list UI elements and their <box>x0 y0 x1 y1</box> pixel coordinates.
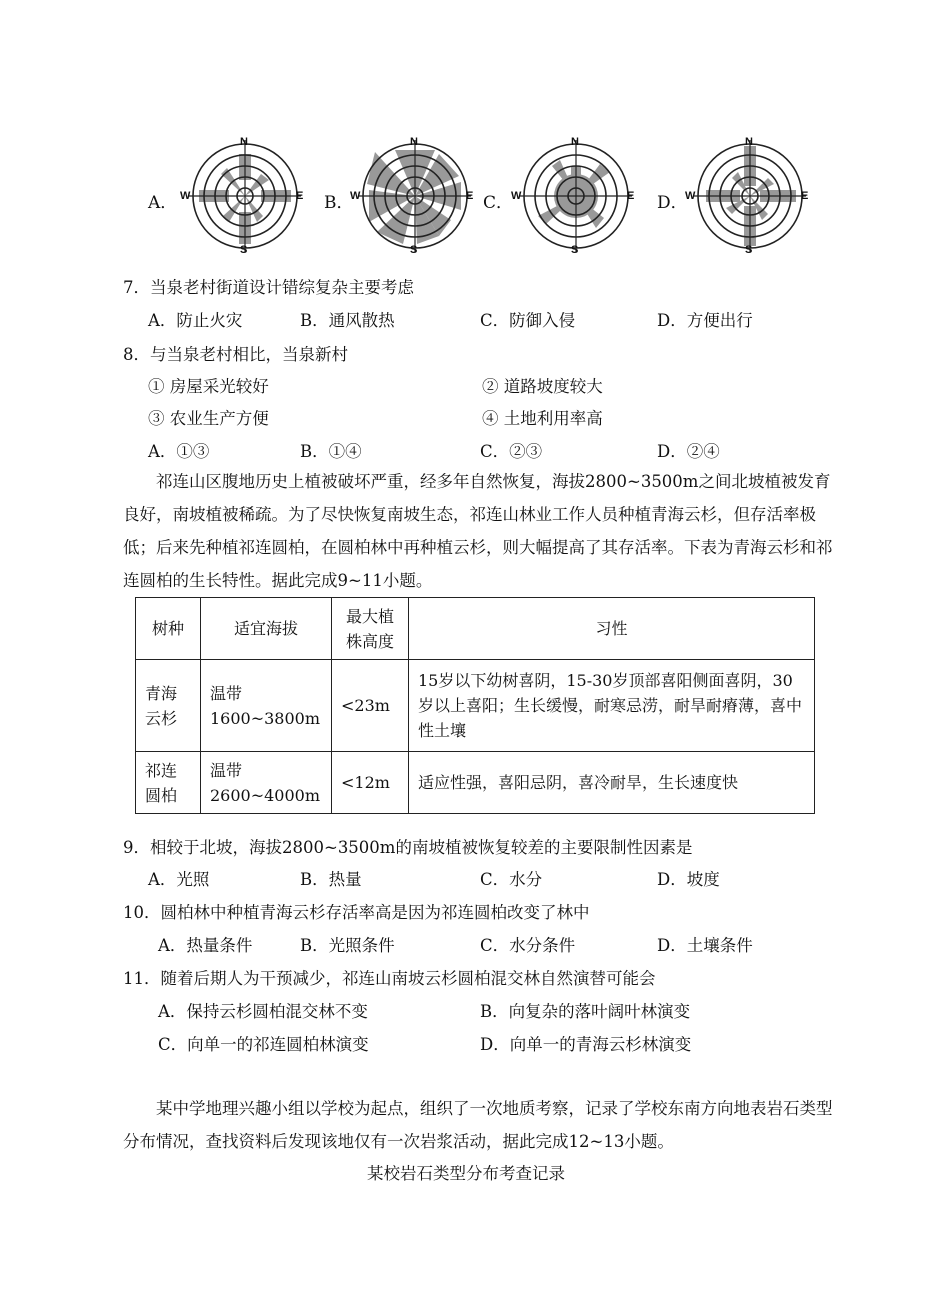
rose-d-east: E <box>801 190 809 202</box>
q10-option-c: C．水分条件 <box>480 936 576 955</box>
q11-option-c: C．向单一的祁连圆柏林演变 <box>158 1035 369 1054</box>
q9-option-a: A．光照 <box>148 870 210 889</box>
header-height: 最大植 株高度 <box>332 598 409 660</box>
q7-option-a: A．防止火灾 <box>148 311 243 330</box>
row1-habit: 15岁以下幼树喜阴，15-30岁顶部喜阳侧面喜阴，30岁以上喜阳；生长缓慢，耐寒忌涝，耐旱耐瘠薄，喜中性土壤 <box>409 660 815 752</box>
rock-survey-caption: 某校岩石类型分布考查记录 <box>367 1164 565 1183</box>
wind-rose-b <box>355 136 475 256</box>
wind-rose-a <box>185 136 305 256</box>
rose-d-west: W <box>685 190 696 202</box>
rose-c-south: S <box>571 244 579 256</box>
q8-option-d: D．②④ <box>657 442 720 461</box>
passage-geology: 某中学地理兴趣小组以学校为起点，组织了一次地质考察，记录了学校东南方向地表岩石类型分布情况，查找资料后发现该地仅有一次岩浆活动，据此完成12~13小题。 <box>123 1099 833 1151</box>
q11-stem: 11．随着后期人为干预减少，祁连山南坡云杉圆柏混交林自然演替可能会 <box>123 969 656 988</box>
rose-b-north: N <box>410 136 418 148</box>
wind-rose-c <box>516 136 636 256</box>
q10-option-b: B．光照条件 <box>300 936 395 955</box>
q10-option-a: A．热量条件 <box>158 936 253 955</box>
row2-species: 祁连 圆柏 <box>136 752 201 814</box>
q8-statement-4: ④ 土地利用率高 <box>482 409 603 428</box>
option-d-label: D． <box>657 193 688 213</box>
rose-b-south: S <box>410 244 418 256</box>
q7-option-d: D．方便出行 <box>657 311 753 330</box>
rose-a-south: S <box>240 244 248 256</box>
rose-a-north: N <box>240 136 248 148</box>
q10-stem: 10．圆柏林中种植青海云杉存活率高是因为祁连圆柏改变了林中 <box>123 903 590 922</box>
q9-stem: 9．相较于北坡，海拔2800~3500m的南坡植被恢复较差的主要限制性因素是 <box>123 838 693 857</box>
rose-d-north: N <box>745 136 753 148</box>
q10-option-d: D．土壤条件 <box>657 936 753 955</box>
rose-a-east: E <box>296 190 304 202</box>
option-c-label: C． <box>483 193 514 213</box>
q8-statement-3: ③ 农业生产方便 <box>148 409 269 428</box>
q8-option-a: A．①③ <box>148 442 210 461</box>
rose-b-west: W <box>350 190 361 202</box>
rose-a-west: W <box>180 190 191 202</box>
row2-altitude: 温带 2600~4000m <box>201 752 332 814</box>
q7-stem: 7．当泉老村街道设计错综复杂主要考虑 <box>123 278 414 297</box>
q8-statement-2: ② 道路坡度较大 <box>482 377 603 396</box>
option-b-label: B． <box>324 193 354 213</box>
q8-stem: 8．与当泉老村相比，当泉新村 <box>123 345 348 364</box>
species-table <box>135 597 815 814</box>
q9-option-d: D．坡度 <box>657 870 720 889</box>
row1-height: <23m <box>332 660 409 752</box>
q11-option-b: B．向复杂的落叶阔叶林演变 <box>480 1002 691 1021</box>
q7-option-b: B．通风散热 <box>300 311 395 330</box>
q7-option-c: C．防御入侵 <box>480 311 576 330</box>
rose-b-east: E <box>466 190 474 202</box>
header-altitude: 适宜海拔 <box>201 598 332 660</box>
header-habit: 习性 <box>409 598 815 660</box>
rose-d-south: S <box>745 244 753 256</box>
row2-habit: 适应性强，喜阳忌阴，喜冷耐旱，生长速度快 <box>409 752 815 814</box>
q11-option-a: A．保持云杉圆柏混交林不变 <box>158 1002 368 1021</box>
header-species: 树种 <box>136 598 201 660</box>
q8-option-b: B．①④ <box>300 442 362 461</box>
q9-option-c: C．水分 <box>480 870 543 889</box>
q11-option-d: D．向单一的青海云杉林演变 <box>480 1035 692 1054</box>
passage-qilian: 祁连山区腹地历史上植被破坏严重，经多年自然恢复，海拔2800~3500m之间北坡植被发育良好，南坡植被稀疏。为了尽快恢复南坡生态，祁连山林业工作人员种植青海云杉，但存活率极低；后来先种植祁连圆柏，在圆柏林中再种植云杉，则大幅提高了其存活率。下表为青海云杉和祁连圆柏的生长特性。据此完成9~11小题。 <box>123 472 833 590</box>
q8-option-c: C．②③ <box>480 442 543 461</box>
wind-rose-d <box>690 136 810 256</box>
row1-species: 青海 云杉 <box>136 660 201 752</box>
q8-statement-1: ① 房屋采光较好 <box>148 377 269 396</box>
row1-altitude: 温带 1600~3800m <box>201 660 332 752</box>
rose-c-west: W <box>511 190 522 202</box>
rose-c-east: E <box>627 190 635 202</box>
option-a-label: A． <box>148 193 178 213</box>
row2-height: <12m <box>332 752 409 814</box>
q9-option-b: B．热量 <box>300 870 362 889</box>
rose-c-north: N <box>571 136 579 148</box>
